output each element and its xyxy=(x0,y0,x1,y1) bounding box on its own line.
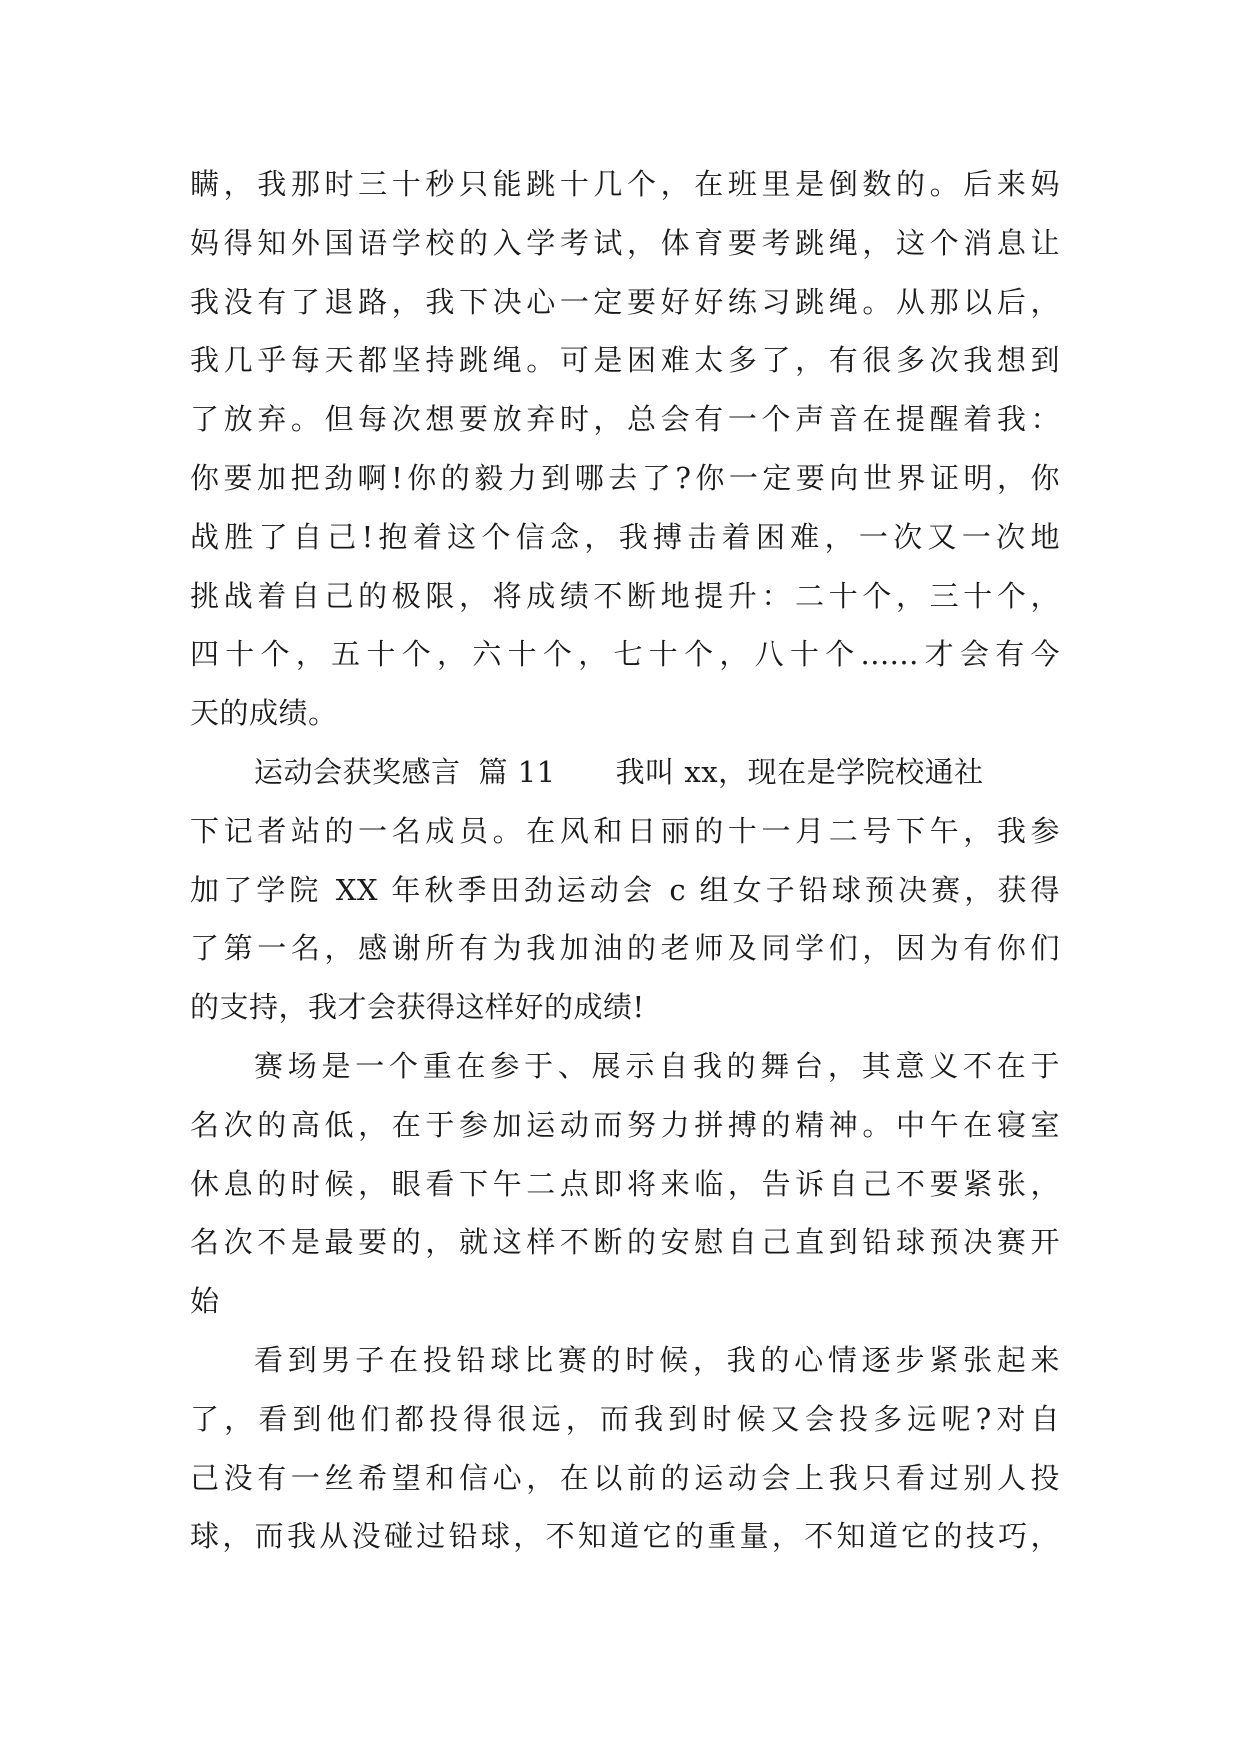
text-line: 下记者站的一名成员。在风和日丽的十一月二号下午，我参 xyxy=(190,813,1060,848)
text-line: 战胜了自己!抱着这个信念，我搏击着困难，一次又一次地 xyxy=(190,519,1060,554)
section-number: 篇 11 xyxy=(478,754,556,789)
text-line: 了第一名，感谢所有为我加油的老师及同学们，因为有你们 xyxy=(190,931,1060,966)
document-body xyxy=(190,155,1060,1566)
text-line: 己没有一丝希望和信心，在以前的运动会上我只看过别人投 xyxy=(190,1460,1060,1495)
paragraph-first-line: 赛场是一个重在参于、展示自我的舞台，其意义不在于 xyxy=(254,1048,1060,1083)
text-line: 我没有了退路，我下决心一定要好好练习跳绳。从那以后， xyxy=(190,284,1060,319)
text-line: 名次不是最要的，就这样不断的安慰自己直到铅球预决赛开 xyxy=(190,1225,1060,1260)
text-line: 名次的高低，在于参加运动而努力拼搏的精神。中午在寝室 xyxy=(190,1107,1060,1142)
text-line: 加了学院 XX 年秋季田劲运动会 c 组女子铅球预决赛，获得 xyxy=(190,872,1060,907)
paragraph-first-line: 看到男子在投铅球比赛的时候，我的心情逐步紧张起来 xyxy=(254,1342,1060,1377)
text-line: 瞒，我那时三十秒只能跳十几个，在班里是倒数的。后来妈 xyxy=(190,167,1060,201)
text-line: 四十个，五十个，六十个，七十个，八十个......才会有今 xyxy=(190,637,1060,672)
text-line: 妈得知外国语学校的入学考试，体育要考跳绳，这个消息让 xyxy=(190,225,1060,260)
text-line: 挑战着自己的极限，将成绩不断地提升：二十个，三十个， xyxy=(190,578,1060,613)
text-line: 你要加把劲啊!你的毅力到哪去了?你一定要向世界证明，你 xyxy=(190,460,1060,495)
text-line: 了放弃。但每次想要放弃时，总会有一个声音在提醒着我： xyxy=(190,402,1060,437)
section-heading-line xyxy=(190,743,1060,802)
text-line: 休息的时候，眼看下午二点即将来临，告诉自己不要紧张， xyxy=(190,1166,1060,1201)
text-line: 天的成绩。 xyxy=(190,696,338,731)
text-line: 了，看到他们都投得很远，而我到时候又会投多远呢?对自 xyxy=(190,1401,1060,1436)
text-line: 始 xyxy=(190,1284,220,1319)
text-line: 球，而我从没碰过铅球，不知道它的重量，不知道它的技巧， xyxy=(190,1519,1060,1554)
text-line: 的支持，我才会获得这样好的成绩! xyxy=(190,990,645,1025)
text-line: 我几乎每天都坚持跳绳。可是困难太多了，有很多次我想到 xyxy=(190,343,1060,378)
section-first-text: 我叫 xx，现在是学院校通社 xyxy=(615,754,984,789)
section-title: 运动会获奖感言 xyxy=(254,754,461,789)
